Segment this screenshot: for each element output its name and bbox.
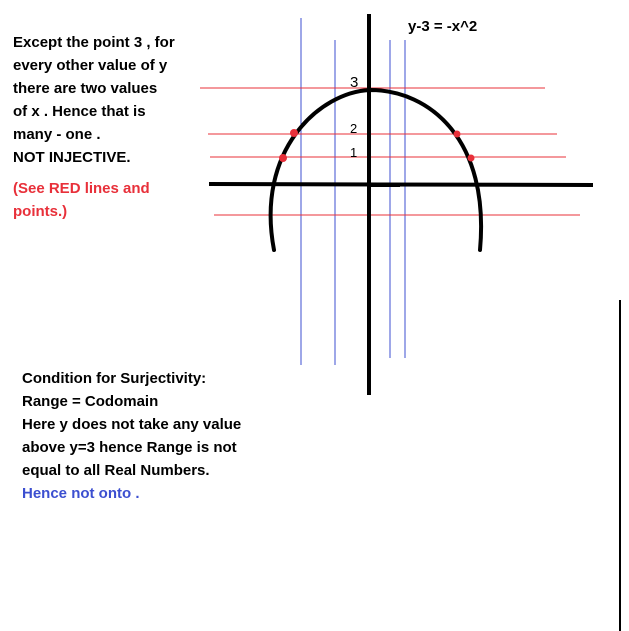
red-point <box>290 129 298 137</box>
surjective-line: Here y does not take any value <box>22 416 242 433</box>
surjective-line: Range = Codomain <box>22 393 159 410</box>
blue-vertical-lines <box>301 18 405 365</box>
injective-line: there are two values <box>13 80 158 97</box>
surjective-line: equal to all Real Numbers. <box>22 462 210 479</box>
equation-label: y-3 = -x^2 <box>408 18 478 35</box>
injective-line: of x . Hence that is <box>13 103 146 120</box>
injective-line: every other value of y <box>13 57 168 74</box>
red-point <box>468 155 475 162</box>
red-point <box>279 154 287 162</box>
red-point <box>454 131 461 138</box>
surjective-conclusion: Hence not onto . <box>22 485 140 502</box>
surjective-line: Condition for Surjectivity: <box>22 370 207 387</box>
injective-line: NOT INJECTIVE. <box>13 149 131 166</box>
red-note-line: points.) <box>13 203 68 220</box>
right-edge-line <box>619 300 621 631</box>
x-axis <box>209 184 593 185</box>
label-two: 2 <box>350 121 358 136</box>
injective-line: many - one . <box>13 126 101 143</box>
label-one: 1 <box>350 145 358 160</box>
label-three: 3 <box>350 74 359 91</box>
parabola-curve <box>271 90 481 250</box>
red-note-line: (See RED lines and <box>13 180 150 197</box>
injective-line: Except the point 3 , for <box>13 34 175 51</box>
surjective-line: above y=3 hence Range is not <box>22 439 237 456</box>
